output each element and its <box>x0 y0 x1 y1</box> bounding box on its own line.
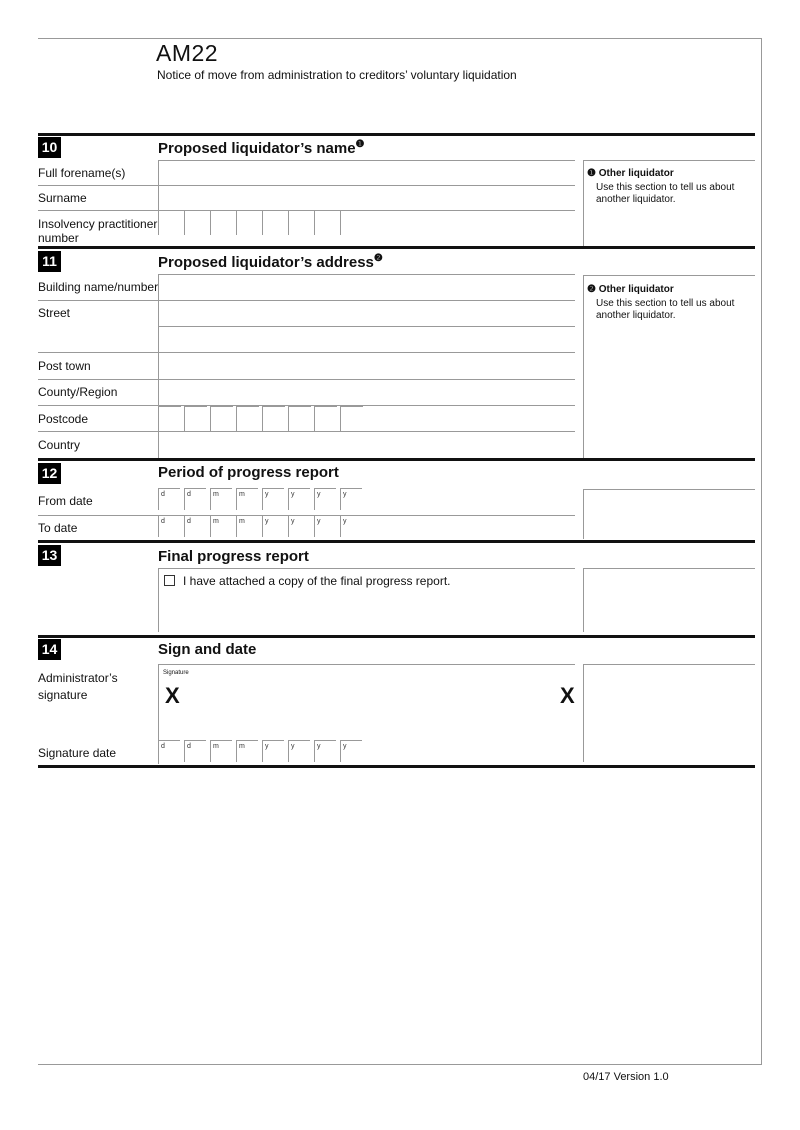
note-2-heading <box>587 284 674 295</box>
date-box-day[interactable]: d <box>184 740 206 762</box>
date-box-month[interactable]: m <box>236 740 258 762</box>
postcode-box[interactable] <box>340 406 363 431</box>
section-14-number: 14 <box>38 639 61 660</box>
ip-number-box[interactable] <box>158 210 181 235</box>
section-12-rule <box>38 458 755 461</box>
date-box-day[interactable]: d <box>184 488 206 510</box>
section-13-rule <box>38 540 755 543</box>
label-from-date: From date <box>38 494 93 508</box>
section-11-title <box>158 253 383 271</box>
date-box-year[interactable]: y <box>288 515 310 537</box>
date-box-month[interactable]: m <box>236 515 258 537</box>
date-box-day[interactable]: d <box>158 740 180 762</box>
ip-number-box[interactable] <box>314 210 337 235</box>
date-box-year[interactable]: y <box>340 515 362 537</box>
section-13-number: 13 <box>38 545 61 566</box>
date-box-day[interactable]: d <box>158 515 180 537</box>
date-box-year[interactable]: y <box>340 740 362 762</box>
forename-input[interactable] <box>159 161 575 185</box>
final-report-checkbox-label: I have attached a copy of the final progress report. <box>183 574 451 588</box>
signature-date-boxes[interactable] <box>158 740 368 764</box>
section-13-title: Final progress report <box>158 548 309 565</box>
date-box-month[interactable]: m <box>210 488 232 510</box>
label-signature: Administrator’s signature <box>38 671 118 702</box>
note-2-marker: ❷ <box>373 253 383 264</box>
date-box-month[interactable]: m <box>210 515 232 537</box>
date-box-year[interactable]: y <box>314 740 336 762</box>
label-street: Street <box>38 306 71 320</box>
section-10-number: 10 <box>38 137 61 158</box>
building-input[interactable] <box>159 275 575 300</box>
section-13-side-panel <box>583 568 755 632</box>
label-postcode: Postcode <box>38 412 89 426</box>
form-code: AM22 <box>156 40 219 66</box>
ip-number-box[interactable] <box>340 210 363 235</box>
label-county: County/Region <box>38 385 118 399</box>
page-frame-bottom <box>38 1064 762 1065</box>
note-1-panel <box>583 160 755 246</box>
ip-number-boxes[interactable] <box>158 210 368 236</box>
section-12-title: Period of progress report <box>158 464 339 481</box>
section-10-title <box>158 139 365 157</box>
from-date-boxes[interactable] <box>158 488 368 512</box>
country-input[interactable] <box>159 432 575 458</box>
date-box-day[interactable]: d <box>184 515 206 537</box>
postcode-box[interactable] <box>236 406 259 431</box>
sign-here-right-icon: X <box>560 683 575 708</box>
label-forename: Full forename(s) <box>38 166 126 180</box>
label-surname: Surname <box>38 191 87 205</box>
postcode-box[interactable] <box>210 406 233 431</box>
label-signature-date: Signature date <box>38 746 117 760</box>
ip-number-box[interactable] <box>262 210 285 235</box>
final-report-box-edge <box>158 568 159 632</box>
postcode-boxes[interactable] <box>158 406 368 432</box>
page-frame-right <box>761 38 762 1065</box>
postcode-box[interactable] <box>184 406 207 431</box>
label-to-date: To date <box>38 521 78 535</box>
postcode-box[interactable] <box>262 406 285 431</box>
section-14-side-panel <box>583 664 755 762</box>
post-town-input[interactable] <box>159 353 575 379</box>
county-input[interactable] <box>159 380 575 405</box>
page-frame-top <box>38 38 762 39</box>
note-1-marker: ❶ <box>355 139 365 150</box>
form-title: Notice of move from administration to creditors’ voluntary liquidation <box>157 68 517 82</box>
version-footer: 04/17 Version 1.0 <box>583 1071 669 1083</box>
signature-caption: Signature <box>163 670 189 676</box>
label-post-town: Post town <box>38 359 91 373</box>
section-14-rule <box>38 635 755 638</box>
to-date-boxes[interactable] <box>158 515 368 539</box>
note-2-panel <box>583 275 755 458</box>
note-2-icon: ❷ <box>587 284 596 295</box>
note-2-text: Use this section to tell us about another liquidator. <box>596 298 735 321</box>
note-1-icon: ❶ <box>587 168 596 179</box>
date-box-year[interactable]: y <box>262 740 284 762</box>
date-box-year[interactable]: y <box>314 515 336 537</box>
date-box-day[interactable]: d <box>158 488 180 510</box>
date-box-year[interactable]: y <box>288 740 310 762</box>
date-box-year[interactable]: y <box>262 488 284 510</box>
note-2-title: Other liquidator <box>598 284 674 295</box>
label-country: Country <box>38 438 81 452</box>
note-1-title: Other liquidator <box>598 168 674 179</box>
note-1-heading <box>587 168 674 179</box>
label-building: Building name/number <box>38 280 159 294</box>
ip-number-box[interactable] <box>184 210 207 235</box>
street-input-line-2[interactable] <box>159 327 575 352</box>
surname-input[interactable] <box>159 186 575 210</box>
section-10-rule <box>38 133 755 136</box>
section-12-number: 12 <box>38 463 61 484</box>
date-box-month[interactable]: m <box>236 488 258 510</box>
signature-input[interactable] <box>159 665 575 737</box>
date-box-year[interactable]: y <box>314 488 336 510</box>
section-11-rule <box>38 246 755 249</box>
final-report-top-rule <box>158 568 575 569</box>
ip-number-box[interactable] <box>236 210 259 235</box>
date-box-month[interactable]: m <box>210 740 232 762</box>
note-1-text: Use this section to tell us about another liquidator. <box>596 182 735 205</box>
postcode-box[interactable] <box>158 406 181 431</box>
section-11-number: 11 <box>38 251 61 272</box>
ip-number-box[interactable] <box>210 210 233 235</box>
sign-here-left-icon: X <box>165 683 180 708</box>
street-input-line-1[interactable] <box>159 301 575 326</box>
section-11-title-text: Proposed liquidator’s address <box>158 254 374 271</box>
section-12-side-panel <box>583 489 755 539</box>
date-box-year[interactable]: y <box>340 488 362 510</box>
final-report-checkbox[interactable] <box>164 575 175 586</box>
date-box-year[interactable]: y <box>262 515 284 537</box>
ip-number-box[interactable] <box>288 210 311 235</box>
date-box-year[interactable]: y <box>288 488 310 510</box>
section-14-bottom-rule <box>38 765 755 768</box>
postcode-box[interactable] <box>288 406 311 431</box>
postcode-box[interactable] <box>314 406 337 431</box>
label-ip-number: Insolvency practitioner number <box>38 217 158 245</box>
section-10-title-text: Proposed liquidator’s name <box>158 140 356 157</box>
section-14-title: Sign and date <box>158 641 257 658</box>
